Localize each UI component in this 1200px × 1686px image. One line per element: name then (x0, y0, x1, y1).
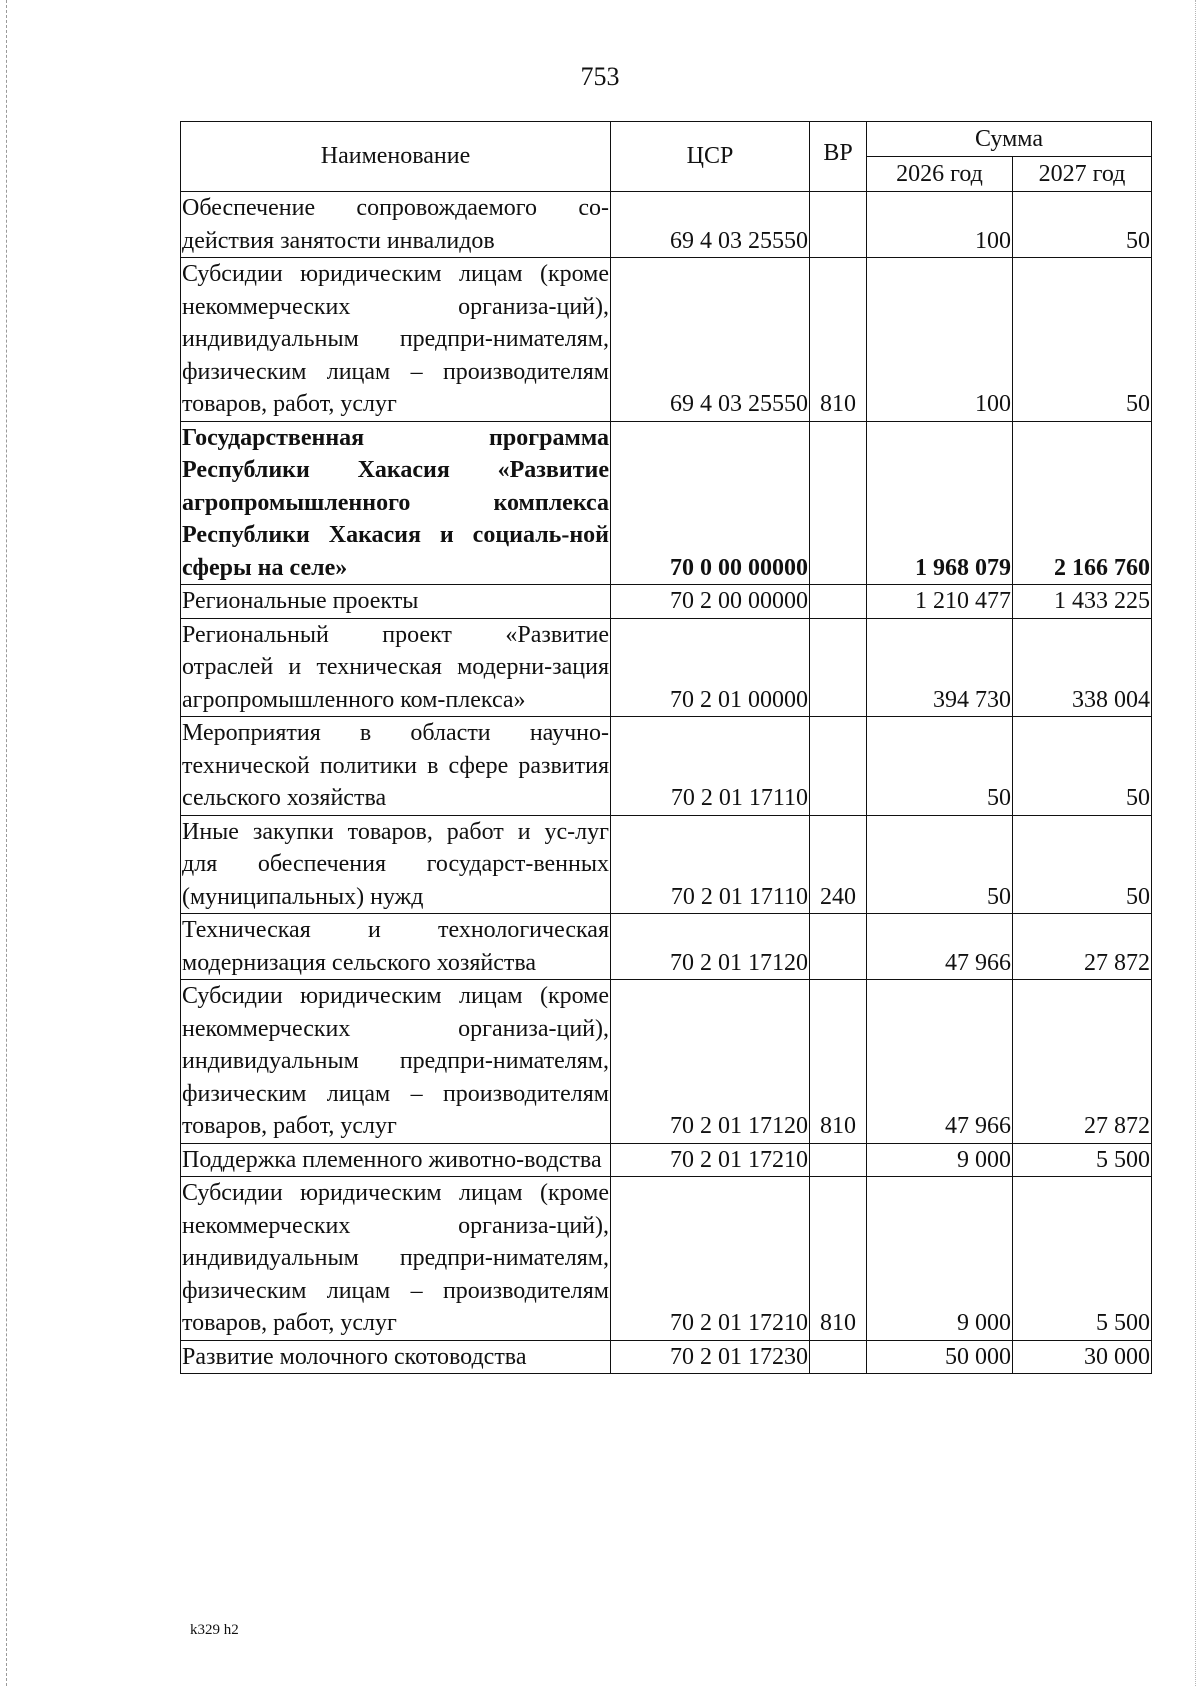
row-vr (810, 192, 867, 258)
row-amount-2027: 50 (1013, 258, 1152, 422)
header-sum: Сумма (867, 122, 1152, 157)
row-vr (810, 618, 867, 717)
row-vr (810, 914, 867, 980)
table-row (181, 717, 1152, 816)
page-right-edge (1195, 0, 1196, 1686)
table-row (181, 1177, 1152, 1341)
row-csr: 70 2 01 17110 (611, 717, 810, 816)
row-amount-2027: 2 166 760 (1013, 421, 1152, 585)
row-amount-2027: 50 (1013, 192, 1152, 258)
row-amount-2026: 47 966 (867, 980, 1013, 1144)
row-vr: 810 (810, 258, 867, 422)
row-vr: 810 (810, 1177, 867, 1341)
row-name: Поддержка племенного животно-водства (181, 1143, 611, 1177)
table-row (181, 618, 1152, 717)
table-row (181, 585, 1152, 619)
table-row (181, 1340, 1152, 1374)
table-row (181, 914, 1152, 980)
row-amount-2026: 394 730 (867, 618, 1013, 717)
row-csr: 69 4 03 25550 (611, 258, 810, 422)
footer-code: k329 h2 (190, 1622, 239, 1638)
row-csr: 70 2 00 00000 (611, 585, 810, 619)
row-amount-2026: 50 (867, 717, 1013, 816)
header-vr: ВР (810, 122, 867, 192)
row-amount-2027: 5 500 (1013, 1177, 1152, 1341)
row-vr (810, 585, 867, 619)
table-row (181, 1143, 1152, 1177)
header-name: Наименование (181, 122, 611, 192)
row-vr (810, 1143, 867, 1177)
row-vr (810, 717, 867, 816)
row-amount-2027: 50 (1013, 815, 1152, 914)
row-name: Субсидии юридическим лицам (кроме некоммерческих организа-ций), индивидуальным предпри-нимателям, физическим лицам – производителям товаров, работ, услуг (181, 1177, 611, 1341)
row-amount-2026: 50 (867, 815, 1013, 914)
row-amount-2026: 9 000 (867, 1177, 1013, 1341)
row-amount-2027: 27 872 (1013, 980, 1152, 1144)
row-name: Субсидии юридическим лицам (кроме некоммерческих организа-ций), индивидуальным предпри-нимателям, физическим лицам – производителям товаров, работ, услуг (181, 258, 611, 422)
row-amount-2027: 30 000 (1013, 1340, 1152, 1374)
row-csr: 70 0 00 00000 (611, 421, 810, 585)
row-amount-2027: 1 433 225 (1013, 585, 1152, 619)
row-csr: 70 2 01 17230 (611, 1340, 810, 1374)
row-csr: 70 2 01 17120 (611, 914, 810, 980)
row-vr (810, 421, 867, 585)
row-name: Региональные проекты (181, 585, 611, 619)
row-name: Обеспечение сопровождаемого со-действия занятости инвалидов (181, 192, 611, 258)
row-amount-2027: 338 004 (1013, 618, 1152, 717)
row-amount-2026: 100 (867, 192, 1013, 258)
table-row (181, 421, 1152, 585)
page-number: 753 (580, 62, 620, 91)
row-name: Иные закупки товаров, работ и ус-луг для обеспечения государст-венных (муниципальных) нужд (181, 815, 611, 914)
row-csr: 70 2 01 17210 (611, 1177, 810, 1341)
row-name: Мероприятия в области научно-технической политики в сфере развития сельского хозяйства (181, 717, 611, 816)
header-csr: ЦСР (611, 122, 810, 192)
row-name: Развитие молочного скотоводства (181, 1340, 611, 1374)
page-left-edge (6, 0, 7, 1686)
table-row (181, 192, 1152, 258)
row-amount-2027: 5 500 (1013, 1143, 1152, 1177)
row-name: Субсидии юридическим лицам (кроме некоммерческих организа-ций), индивидуальным предпри-нимателям, физическим лицам – производителям товаров, работ, услуг (181, 980, 611, 1144)
row-amount-2026: 1 968 079 (867, 421, 1013, 585)
row-csr: 70 2 01 00000 (611, 618, 810, 717)
row-vr: 810 (810, 980, 867, 1144)
row-amount-2027: 50 (1013, 717, 1152, 816)
table-body (181, 192, 1152, 1374)
row-csr: 70 2 01 17110 (611, 815, 810, 914)
header-year-2027: 2027 год (1013, 157, 1152, 192)
row-amount-2026: 1 210 477 (867, 585, 1013, 619)
table-row (181, 815, 1152, 914)
row-amount-2026: 100 (867, 258, 1013, 422)
row-vr (810, 1340, 867, 1374)
table-row (181, 258, 1152, 422)
row-csr: 69 4 03 25550 (611, 192, 810, 258)
row-name: Региональный проект «Развитие отраслей и техническая модерни-зация агропромышленного ком-плекса» (181, 618, 611, 717)
row-name: Техническая и технологическая модернизация сельского хозяйства (181, 914, 611, 980)
row-amount-2026: 47 966 (867, 914, 1013, 980)
row-vr: 240 (810, 815, 867, 914)
budget-table (180, 121, 1152, 1374)
row-csr: 70 2 01 17120 (611, 980, 810, 1144)
header-year-2026: 2026 год (867, 157, 1013, 192)
row-amount-2026: 9 000 (867, 1143, 1013, 1177)
row-csr: 70 2 01 17210 (611, 1143, 810, 1177)
row-name: Государственная программа Республики Хакасия «Развитие агропромышленного комплекса Республики Хакасия и социаль-ной сферы на селе» (181, 421, 611, 585)
table-row (181, 980, 1152, 1144)
row-amount-2026: 50 000 (867, 1340, 1013, 1374)
row-amount-2027: 27 872 (1013, 914, 1152, 980)
